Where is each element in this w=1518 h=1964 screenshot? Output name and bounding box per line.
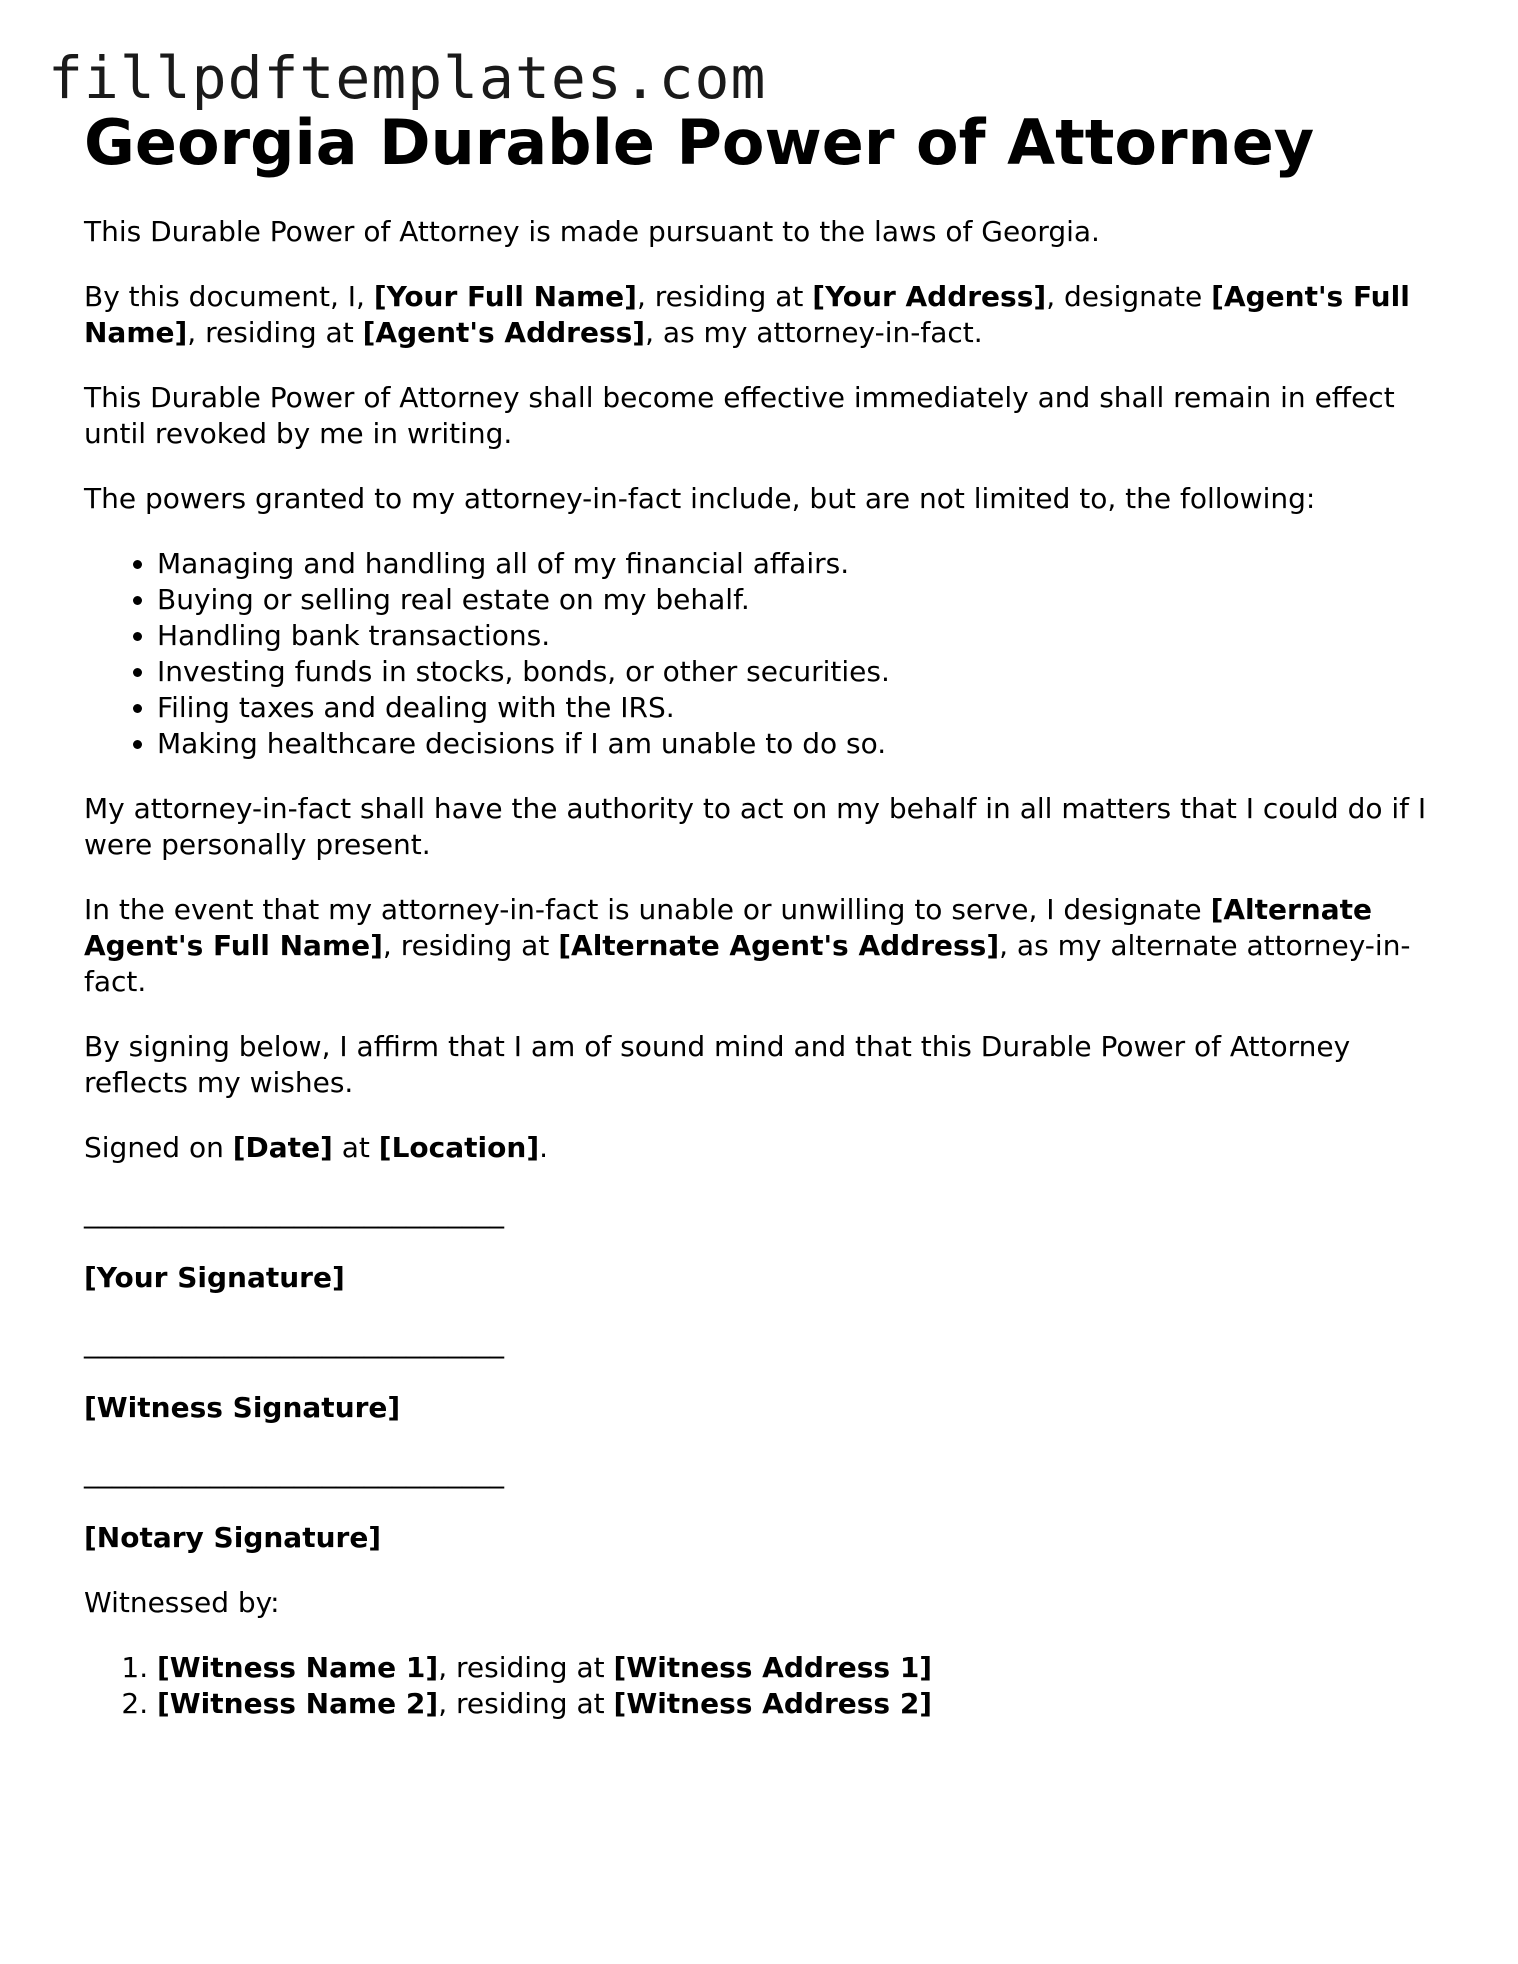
- signature-line-notary: ______________________________: [84, 1456, 504, 1489]
- text: Signed on: [84, 1131, 233, 1164]
- notary-signature-text: [Notary Signature]: [84, 1521, 382, 1554]
- paragraph-signed-on: [84, 1130, 1434, 1166]
- placeholder-witness-name: [Witness Name 1]: [157, 1651, 439, 1684]
- powers-list: [84, 546, 1434, 762]
- list-item: • Handling bank transactions.: [157, 618, 1434, 654]
- text: .: [539, 1131, 549, 1164]
- text: , residing at: [636, 280, 813, 313]
- paragraph-effective: This Durable Power of Attorney shall become effective immediately and shall remain in effect until revoked by me in writing.: [84, 381, 1395, 450]
- list-item: • Buying or selling real estate on my behalf.: [157, 582, 1434, 618]
- text: , residing at: [438, 1651, 614, 1684]
- text: , designate: [1046, 280, 1212, 313]
- text: By this document, I,: [84, 280, 374, 313]
- document-title: Georgia Durable Power of Attorney: [84, 106, 1315, 179]
- paragraph-designation: [84, 279, 1434, 351]
- label-your-signature: [84, 1260, 1434, 1296]
- paragraph-intro: This Durable Power of Attorney is made pursuant to the laws of Georgia.: [84, 215, 1100, 248]
- text: , as my attorney-in-fact.: [645, 316, 983, 349]
- placeholder-location: [Location]: [378, 1131, 540, 1164]
- placeholder-your-address: [Your Address]: [812, 280, 1047, 313]
- placeholder-alternate-agent-address: [Alternate Agent's Address]: [558, 929, 1000, 962]
- site-watermark: fillpdftemplates.com: [48, 44, 767, 112]
- label-witness-signature: [84, 1390, 1434, 1426]
- witness-list: [84, 1650, 1434, 1722]
- witness-signature-text: [Witness Signature]: [84, 1391, 401, 1424]
- list-item: • Filing taxes and dealing with the IRS.: [157, 690, 1434, 726]
- list-item: [157, 1686, 1434, 1722]
- text: , residing at: [187, 316, 363, 349]
- paragraph-authority: My attorney-in-fact shall have the authority to act on my behalf in all matters that I could do if I were personally present.: [84, 792, 1427, 861]
- placeholder-agent-address: [Agent's Address]: [362, 316, 646, 349]
- placeholder-your-full-name: [Your Full Name]: [373, 280, 637, 313]
- text: , as my alternate attorney-in-fact.: [84, 929, 1411, 998]
- signature-line-witness: ______________________________: [84, 1326, 504, 1359]
- document-body: [84, 100, 1434, 1722]
- paragraph-affirmation: By signing below, I affirm that I am of sound mind and that this Durable Power of Attorney reflects my wishes.: [84, 1030, 1351, 1099]
- list-item: • Making healthcare decisions if I am unable to do so.: [157, 726, 1434, 762]
- text: In the event that my attorney-in-fact is unable or unwilling to serve, I designate: [84, 893, 1211, 926]
- placeholder-witness-address: [Witness Address 1]: [613, 1651, 933, 1684]
- placeholder-witness-name: [Witness Name 2]: [157, 1687, 439, 1720]
- text: , residing at: [382, 929, 559, 962]
- your-signature-text: [Your Signature]: [84, 1261, 345, 1294]
- list-item: [157, 1650, 1434, 1686]
- text: , residing at: [438, 1687, 614, 1720]
- placeholder-date: [Date]: [232, 1131, 333, 1164]
- label-notary-signature: [84, 1520, 1434, 1556]
- signature-line-principal: ______________________________: [84, 1196, 504, 1229]
- list-item: • Investing funds in stocks, bonds, or other securities.: [157, 654, 1434, 690]
- placeholder-alternate-agent-name: [Alternate Agent's Full Name]: [84, 893, 1373, 962]
- placeholder-agent-full-name: [Agent's Full Name]: [84, 280, 1410, 349]
- paragraph-powers-intro: The powers granted to my attorney-in-fact include, but are not limited to, the following:: [84, 482, 1316, 515]
- placeholder-witness-address: [Witness Address 2]: [613, 1687, 933, 1720]
- paragraph-alternate-agent: [84, 892, 1434, 1000]
- text: at: [332, 1131, 379, 1164]
- witnessed-by-label: Witnessed by:: [84, 1586, 280, 1619]
- list-item: • Managing and handling all of my financial affairs.: [157, 546, 1434, 582]
